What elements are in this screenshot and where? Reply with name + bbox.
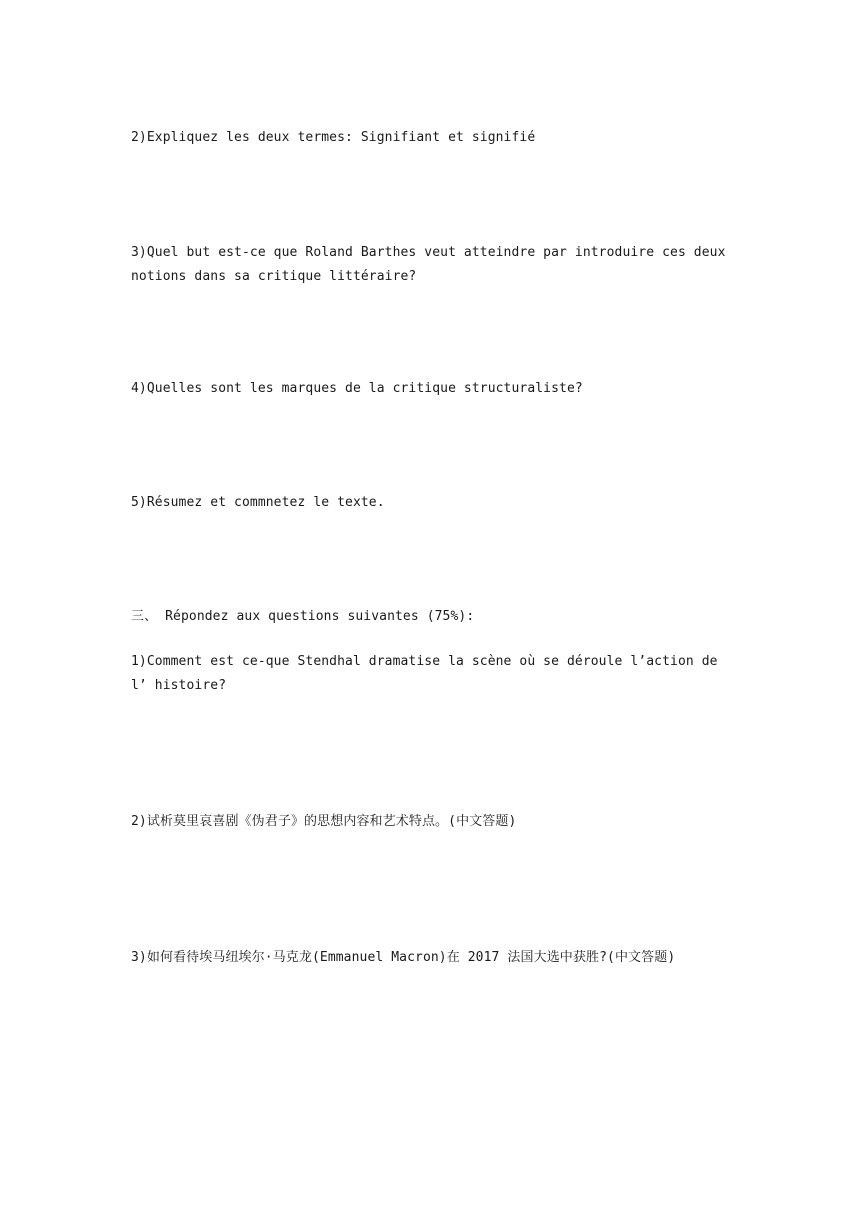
question-4-structuraliste: 4)Quelles sont les marques de la critique structuraliste? [131, 381, 583, 396]
section-3-heading: 三、 Répondez aux questions suivantes (75%): [131, 609, 475, 624]
question-3-barthes: 3)Quel but est-ce que Roland Barthes veut atteindre par introduire ces deux notions dans sa critique littéraire? [131, 245, 726, 284]
section-3-question-2: 2)试析莫里哀喜剧《伪君子》的思想内容和艺术特点。(中文答题) [131, 814, 517, 829]
section-3-question-1: 1)Comment est ce-que Stendhal dramatise la scène où se déroule l’action de l’ histoire? [131, 654, 718, 693]
question-5-resume: 5)Résumez et commnetez le texte. [131, 495, 385, 510]
question-2-signifiant: 2)Expliquez les deux termes: Signifiant et signifié [131, 130, 536, 145]
section-3-question-3: 3)如何看待埃马纽埃尔·马克龙(Emmanuel Macron)在 2017 法国大选中获胜?(中文答题) [131, 950, 676, 965]
